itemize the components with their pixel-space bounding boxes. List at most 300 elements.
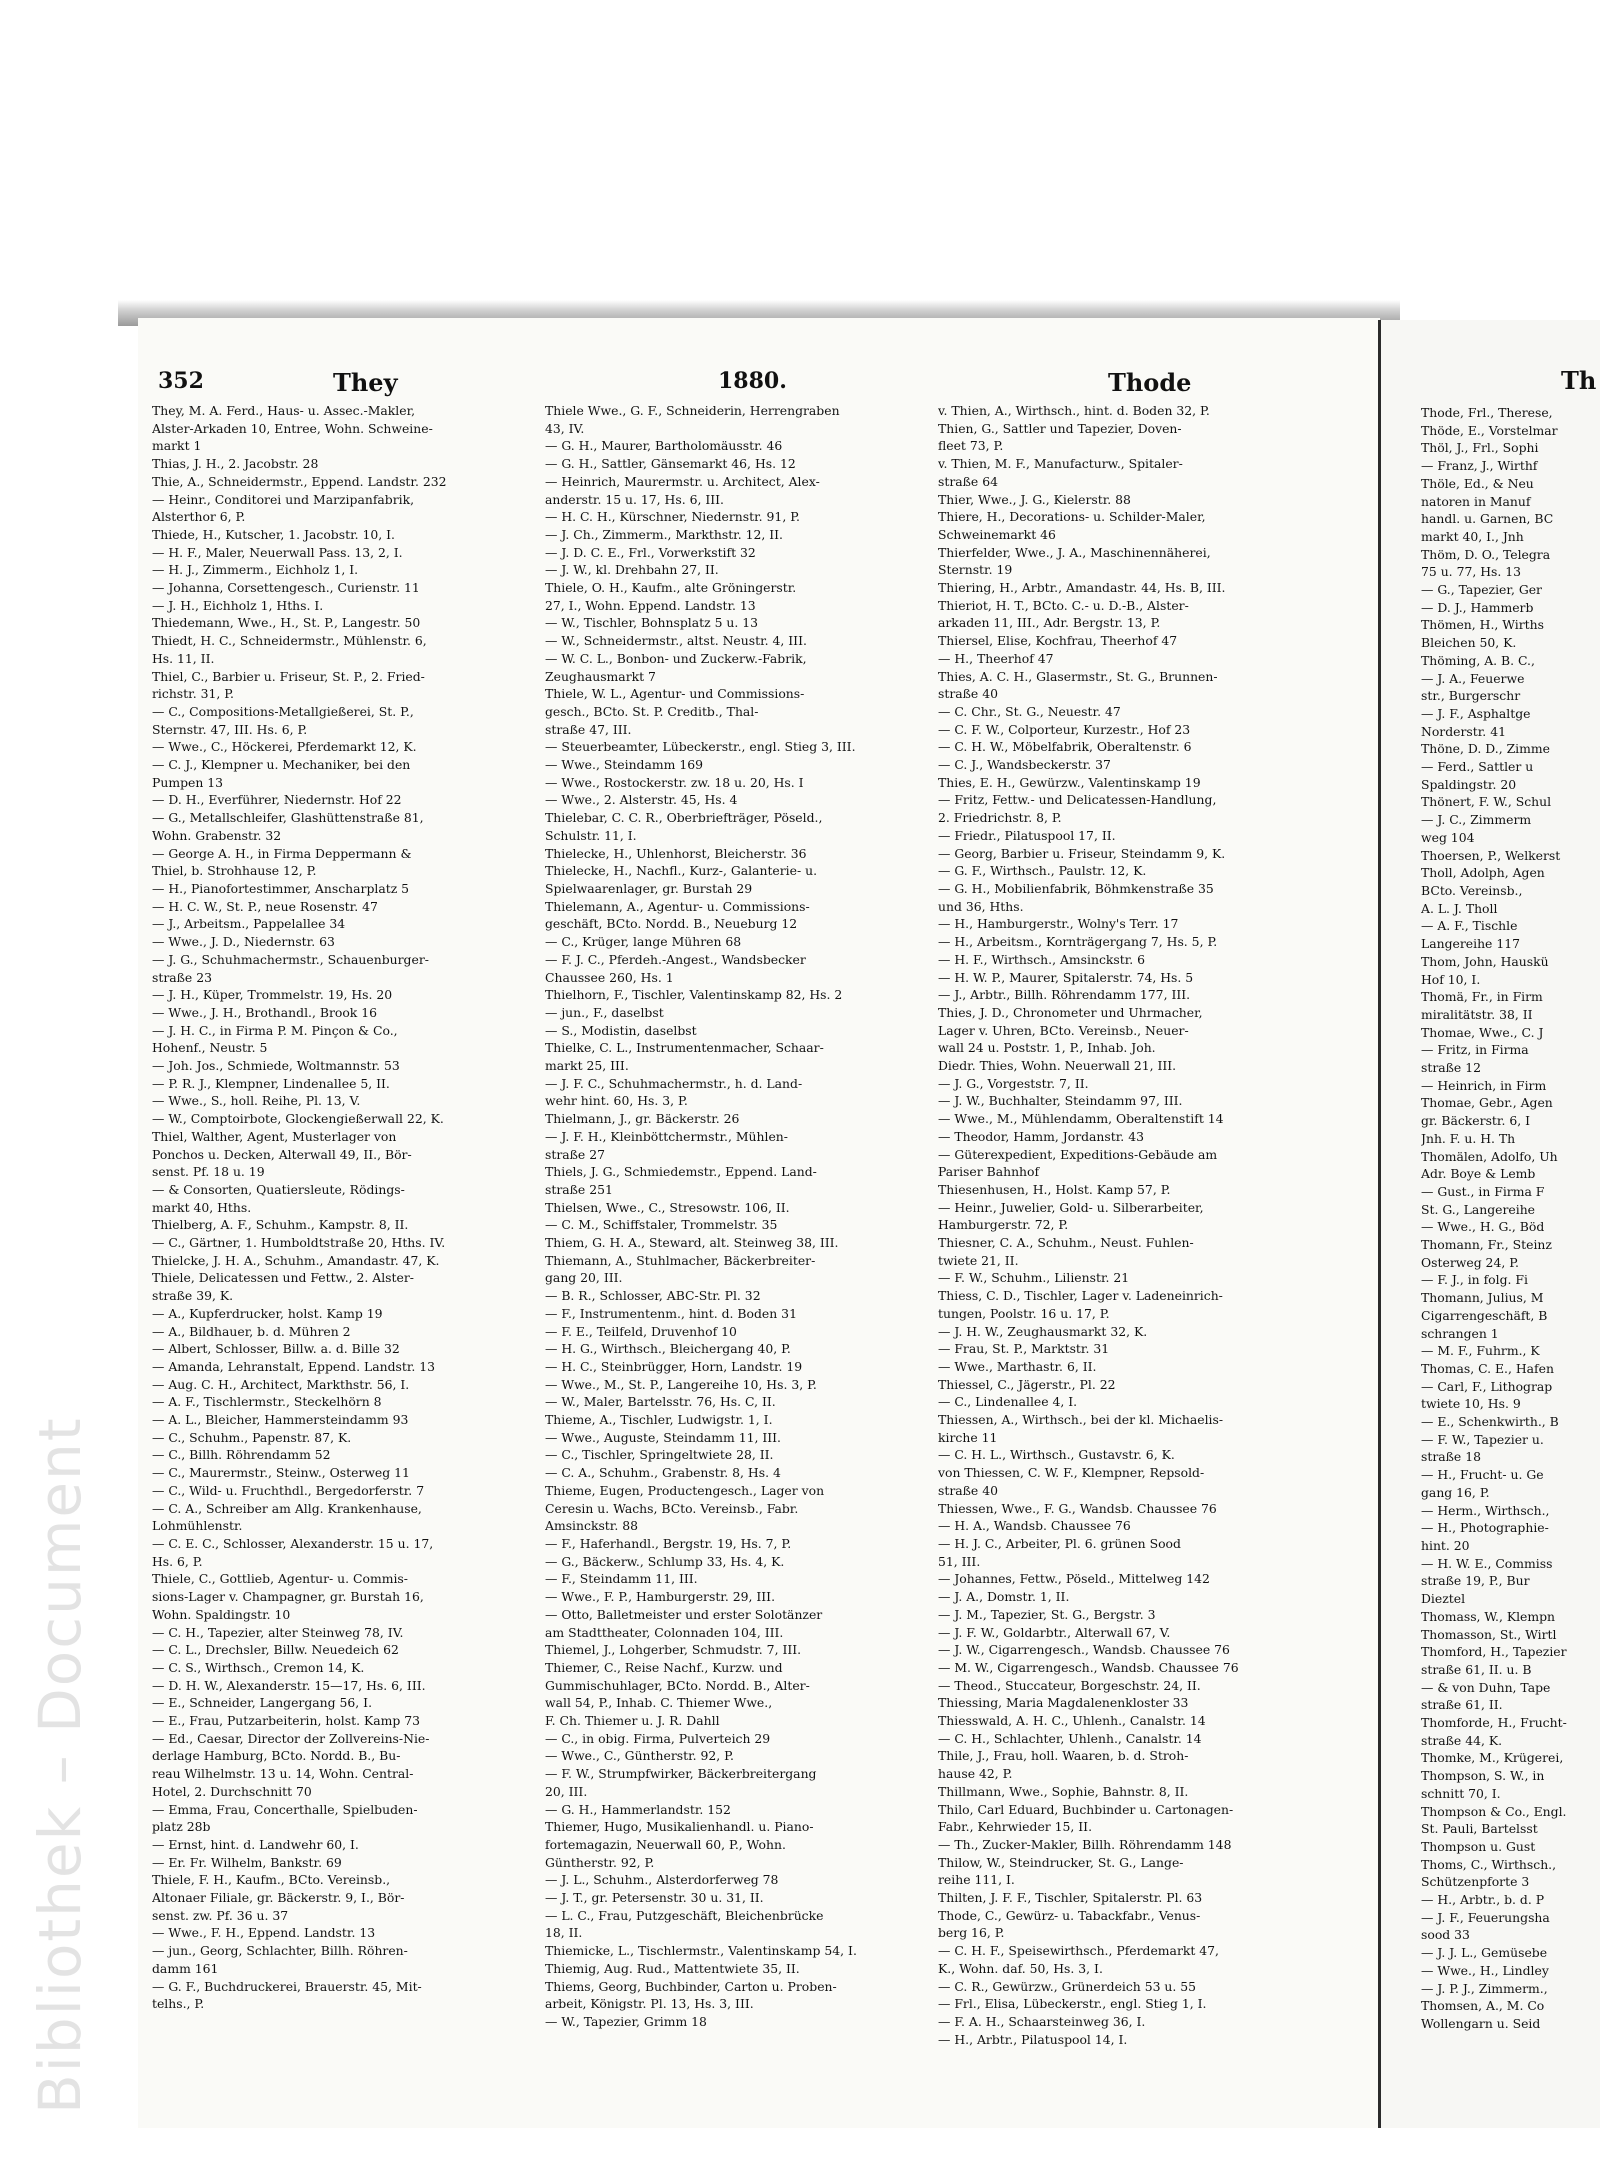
directory-entry: hause 42, P. [938, 1766, 1013, 1782]
directory-entry: — G. H., Maurer, Bartholomäusstr. 46 [545, 438, 783, 454]
directory-entry: — Theodor, Hamm, Jordanstr. 43 [938, 1128, 1144, 1144]
directory-entry: — D. H. W., Alexanderstr. 15—17, Hs. 6, III. [152, 1677, 426, 1693]
directory-entry: Thiesenhusen, H., Holst. Kamp 57, P. [938, 1181, 1171, 1197]
facing-page-header: Th [1561, 366, 1597, 395]
directory-entry: Thillmann, Wwe., Sophie, Bahnstr. 8, II. [938, 1783, 1189, 1799]
directory-entry: — J. T., gr. Petersenstr. 30 u. 31, II. [545, 1890, 764, 1906]
directory-entry: schrangen 1 [1421, 1325, 1499, 1341]
directory-entry: — C. Chr., St. G., Neuestr. 47 [938, 703, 1121, 719]
directory-entry: — M. W., Cigarrengesch., Wandsb. Chaussee 76 [938, 1659, 1239, 1675]
directory-entry: — C. F. W., Colporteur, Kurzestr., Hof 23 [938, 721, 1191, 737]
column-3 [938, 402, 1313, 2048]
column-2 [545, 402, 920, 2031]
directory-entry: Thiel, Walther, Agent, Musterlager von [152, 1128, 397, 1144]
directory-entry: — Ernst, hint. d. Landwehr 60, I. [152, 1836, 359, 1852]
directory-entry: — A. L., Bleicher, Hammersteindamm 93 [152, 1412, 409, 1428]
directory-entry: — Franz, J., Wirthf [1421, 458, 1538, 474]
directory-entry: — Gust., in Firma F [1421, 1183, 1545, 1199]
directory-entry: Thilo, Carl Eduard, Buchbinder u. Cartonagen- [938, 1801, 1234, 1817]
directory-entry: Thomford, H., Tapezier [1421, 1644, 1567, 1660]
directory-entry: Thilten, J. F. F., Tischler, Spitalerstr. Pl. 63 [938, 1890, 1203, 1906]
directory-entry: Thielberg, A. F., Schuhm., Kampstr. 8, II. [152, 1217, 409, 1233]
directory-entry: gang 16, P. [1421, 1484, 1490, 1500]
directory-entry: — G., Tapezier, Ger [1421, 582, 1542, 598]
directory-entry: gang 20, III. [545, 1270, 623, 1286]
directory-entry: straße 12 [1421, 1060, 1481, 1076]
directory-entry: Thies, A. C. H., Glasermstr., St. G., Brunnen- [938, 668, 1218, 684]
directory-entry: — Theod., Stuccateur, Borgeschstr. 24, II. [938, 1677, 1201, 1693]
directory-entry: Thielecke, H., Uhlenhorst, Bleicherstr. 36 [545, 845, 807, 861]
directory-entry: 20, III. [545, 1783, 588, 1799]
directory-entry: Thomälen, Adolfo, Uh [1421, 1148, 1558, 1164]
directory-entry: — H. C., Steinbrügger, Horn, Landstr. 19 [545, 1358, 803, 1374]
directory-entry: — J. Ch., Zimmerm., Markthstr. 12, II. [545, 526, 783, 542]
directory-entry: — C. E. C., Schlosser, Alexanderstr. 15 u. 17, [152, 1536, 434, 1551]
directory-entry: Thiedemann, Wwe., H., St. P., Langestr. 50 [152, 615, 421, 631]
directory-entry: — C., in obig. Firma, Pulverteich 29 [545, 1730, 771, 1746]
directory-entry: Cigarrengeschäft, B [1421, 1307, 1548, 1323]
directory-entry: weg 104 [1421, 829, 1475, 845]
directory-entry: — Wwe., C., Güntherstr. 92, P. [545, 1748, 734, 1764]
directory-entry: Thiesner, C. A., Schuhm., Neust. Fuhlen- [938, 1235, 1194, 1251]
directory-entry: — D. J., Hammerb [1421, 599, 1534, 615]
directory-entry: von Thiessen, C. W. F., Klempner, Repsold- [938, 1465, 1205, 1481]
directory-entry: — C. H. F., Speisewirthsch., Pferdemarkt 47, [938, 1943, 1219, 1959]
directory-entry: Thiele, Delicatessen und Fettw., 2. Alster- [152, 1270, 414, 1286]
directory-entry: Thiems, Georg, Buchbinder, Carton u. Proben- [545, 1978, 837, 1994]
directory-entry: arbeit, Königstr. Pl. 13, Hs. 3, III. [545, 1996, 754, 2012]
directory-entry: straße 23 [152, 969, 212, 985]
directory-entry: Thiel, b. Strohhause 12, P. [152, 863, 317, 879]
directory-entry: straße 27 [545, 1146, 605, 1162]
directory-entry: Thieme, A., Tischler, Ludwigstr. 1, I. [545, 1412, 773, 1428]
directory-entry: kirche 11 [938, 1429, 998, 1445]
directory-entry: Thie, A., Schneidermstr., Eppend. Landstr. 232 [152, 473, 447, 489]
directory-entry: — H., Arbtr., Pilatuspool 14, I. [938, 2031, 1128, 2047]
directory-entry: — H., Theerhof 47 [938, 650, 1054, 666]
directory-entry: — J. A., Feuerwe [1421, 670, 1525, 686]
directory-entry: — Albert, Schlosser, Billw. a. d. Bille 32 [152, 1341, 400, 1357]
directory-entry: twiete 10, Hs. 9 [1421, 1396, 1521, 1412]
directory-entry: — Wwe., Rostockerstr. zw. 18 u. 20, Hs. I [545, 774, 804, 790]
directory-entry: Thomas, C. E., Hafen [1421, 1360, 1554, 1376]
directory-entry: wehr hint. 60, Hs. 3, P. [545, 1093, 688, 1109]
directory-entry: — Wwe., J. D., Niedernstr. 63 [152, 934, 335, 950]
directory-entry: und 36, Hths. [938, 898, 1024, 914]
directory-entry: — F. J. C., Pferdeh.-Angest., Wandsbecker [545, 951, 806, 967]
directory-entry: sions-Lager v. Champagner, gr. Burstah 16, [152, 1589, 424, 1605]
directory-entry: fleet 73, P. [938, 438, 1004, 454]
directory-entry: — J. P. J., Zimmerm., [1421, 1980, 1548, 1996]
directory-entry: — H., Pianofortestimmer, Anscharplatz 5 [152, 880, 410, 896]
directory-entry: — W., Schneidermstr., altst. Neustr. 4, III. [545, 633, 807, 649]
directory-entry: — J. A., Domstr. 1, II. [938, 1589, 1070, 1605]
directory-entry: Thomasson, St., Wirtl [1421, 1626, 1557, 1642]
facing-page [1378, 320, 1600, 2128]
directory-entry: — G. H., Sattler, Gänsemarkt 46, Hs. 12 [545, 456, 796, 472]
directory-entry: Thöl, J., Frl., Sophi [1421, 440, 1539, 456]
directory-entry: Thielke, C. L., Instrumentenmacher, Schaar- [545, 1040, 824, 1056]
directory-entry: Thomae, Wwe., C. J [1421, 1024, 1544, 1040]
directory-entry: — W., Tapezier, Grimm 18 [545, 2013, 707, 2029]
directory-entry: — Heinrich, Maurermstr. u. Architect, Alex- [545, 473, 820, 489]
directory-entry: Hohenf., Neustr. 5 [152, 1040, 268, 1056]
directory-entry: — E., Schenkwirth., B [1421, 1414, 1559, 1430]
directory-entry: schnitt 70, I. [1421, 1785, 1501, 1801]
directory-entry: — Wwe., J. H., Brothandl., Brook 16 [152, 1004, 378, 1020]
directory-entry: — Wwe., C., Höckerei, Pferdemarkt 12, K. [152, 739, 417, 755]
directory-entry: — Wwe., S., holl. Reihe, Pl. 13, V. [152, 1093, 361, 1109]
side-label: Bibliothek – Document [26, 1416, 94, 2114]
directory-entry: Thiering, H., Arbtr., Amandastr. 44, Hs. B, III. [938, 580, 1226, 596]
directory-entry: — W., Comptoirbote, Glockengießerwall 22, K. [152, 1111, 444, 1127]
directory-entry: Thielcke, J. H. A., Schuhm., Amandastr. 47, K. [152, 1252, 440, 1268]
directory-entry: 75 u. 77, Hs. 13 [1421, 564, 1522, 580]
directory-entry: — & von Duhn, Tape [1421, 1679, 1551, 1695]
directory-entry: — G., Metallschleifer, Glashüttenstraße 81, [152, 810, 424, 826]
directory-entry: Thiedt, H. C., Schneidermstr., Mühlenstr. 6, [152, 633, 427, 649]
directory-entry: Adr. Boye & Lemb [1421, 1166, 1536, 1182]
directory-entry: — Güterexpedient, Expeditions-Gebäude am [938, 1146, 1218, 1162]
directory-entry: Thielecke, H., Nachfl., Kurz-, Galanterie- u. [545, 863, 818, 879]
directory-entry: — G., Bäckerw., Schlump 33, Hs. 4, K. [545, 1553, 785, 1569]
directory-entry: straße 40 [938, 1482, 998, 1498]
directory-entry: Thielsen, Wwe., C., Stresowstr. 106, II. [545, 1199, 790, 1215]
directory-entry: derlage Hamburg, BCto. Nordd. B., Bu- [152, 1748, 401, 1764]
directory-entry: Sternstr. 19 [938, 562, 1013, 578]
directory-entry: — C. M., Schiffstaler, Trommelstr. 35 [545, 1217, 778, 1233]
directory-entry: — J. F. W., Goldarbtr., Alterwall 67, V. [938, 1624, 1171, 1640]
directory-entry: — M. F., Fuhrm., K [1421, 1343, 1540, 1359]
directory-entry: — W., Maler, Bartelsstr. 76, Hs. C, II. [545, 1394, 776, 1410]
directory-entry: Thielebar, C. C. R., Oberbriefträger, Pöseld., [545, 810, 823, 826]
directory-entry: Norderstr. 41 [1421, 723, 1506, 739]
directory-entry: straße 47, III. [545, 721, 632, 737]
directory-entry: Gummischuhlager, BCto. Nordd. B., Alter- [545, 1677, 810, 1693]
directory-entry: — C., Wild- u. Fruchthdl., Bergedorferstr. 7 [152, 1482, 425, 1498]
directory-entry: Hamburgerstr. 72, P. [938, 1217, 1069, 1233]
directory-entry: anderstr. 15 u. 17, Hs. 6, III. [545, 491, 724, 507]
directory-entry: Thilow, W., Steindrucker, St. G., Lange- [938, 1854, 1184, 1870]
directory-entry: Thiemicke, L., Tischlermstr., Valentinskamp 54, I. [545, 1943, 857, 1959]
directory-entry: Wollengarn u. Seid [1421, 2015, 1541, 2031]
directory-entry: Thies, E. H., Gewürzw., Valentinskamp 19 [938, 774, 1201, 790]
directory-entry: Hotel, 2. Durchschnitt 70 [152, 1783, 312, 1799]
directory-entry: Thieriot, H. T., BCto. C.- u. D.-B., Alster- [938, 597, 1189, 613]
header-right-word: Thode [1108, 368, 1192, 397]
directory-entry: Thöde, E., Vorstelmar [1421, 422, 1558, 438]
directory-entry: tungen, Poolstr. 16 u. 17, P. [938, 1305, 1110, 1321]
directory-entry: — C., Maurermstr., Steinw., Osterweg 11 [152, 1465, 410, 1481]
directory-entry: BCto. Vereinsb., [1421, 882, 1523, 898]
directory-entry: — C., Schuhm., Papenstr. 87, K. [152, 1429, 352, 1445]
page-header [158, 368, 1368, 398]
directory-entry: senst. Pf. 18 u. 19 [152, 1164, 265, 1180]
directory-entry: Thiess, C. D., Tischler, Lager v. Ladeneinrich- [938, 1288, 1223, 1304]
directory-entry: — Joh. Jos., Schmiede, Woltmannstr. 53 [152, 1058, 400, 1074]
directory-entry: — J. G., Schuhmachermstr., Schauenburger- [152, 951, 429, 967]
directory-entry: reau Wilhelmstr. 13 u. 14, Wohn. Central- [152, 1766, 414, 1782]
directory-entry: straße 44, K. [1421, 1732, 1503, 1748]
directory-page [138, 318, 1380, 2128]
directory-entry: — C. J., Wandsbeckerstr. 37 [938, 757, 1111, 773]
directory-entry: — J. C., Zimmerm [1421, 812, 1532, 828]
directory-entry: telhs., P. [152, 1996, 205, 2012]
directory-entry: — J. F., Asphaltge [1421, 705, 1531, 721]
directory-entry: — Johanna, Corsettengesch., Curienstr. 11 [152, 580, 420, 596]
directory-entry: handl. u. Garnen, BC [1421, 511, 1554, 527]
directory-entry: Thoersen, P., Welkerst [1421, 847, 1561, 863]
directory-entry: — J. H. W., Zeughausmarkt 32, K. [938, 1323, 1148, 1339]
directory-entry: Thier, Wwe., J. G., Kielerstr. 88 [938, 491, 1131, 507]
directory-entry: Lohmühlenstr. [152, 1518, 243, 1534]
directory-entry: Thiere, H., Decorations- u. Schilder-Maler, [938, 509, 1206, 525]
directory-entry: — H. F., Wirthsch., Amsinckstr. 6 [938, 951, 1146, 967]
directory-entry: — C. H. L., Wirthsch., Gustavstr. 6, K. [938, 1447, 1175, 1463]
directory-entry: — Heinr., Juwelier, Gold- u. Silberarbeiter, [938, 1199, 1204, 1215]
directory-entry: Schützenpforte 3 [1421, 1874, 1530, 1890]
directory-entry: — jun., Georg, Schlachter, Billh. Röhren- [152, 1943, 408, 1959]
directory-entry: — J. M., Tapezier, St. G., Bergstr. 3 [938, 1606, 1156, 1622]
directory-entry: — Emma, Frau, Concerthalle, Spielbuden- [152, 1801, 418, 1817]
facing-page-column [1421, 404, 1600, 2033]
directory-entry: — J. F., Feuerungsha [1421, 1909, 1550, 1925]
directory-entry: 43, IV. [545, 420, 585, 436]
directory-entry: — H., Photographie- [1421, 1520, 1549, 1536]
directory-entry: — H., Arbtr., b. d. P [1421, 1892, 1545, 1908]
directory-entry: — Amanda, Lehranstalt, Eppend. Landstr. 13 [152, 1358, 436, 1374]
directory-entry: — Heinrich, in Firm [1421, 1077, 1547, 1093]
directory-entry: — L. C., Frau, Putzgeschäft, Bleichenbrücke [545, 1907, 824, 1923]
directory-entry: — J., Arbeitsm., Pappelallee 34 [152, 916, 346, 932]
directory-entry: Jnh. F. u. H. Th [1421, 1130, 1516, 1146]
directory-entry: Thiele, O. H., Kaufm., alte Gröningerstr. [545, 580, 797, 596]
directory-entry: hint. 20 [1421, 1538, 1470, 1553]
directory-entry: Thom, John, Hauskü [1421, 953, 1549, 969]
directory-entry: — F. W., Schuhm., Lilienstr. 21 [938, 1270, 1130, 1286]
directory-entry: — F. J., in folg. Fi [1421, 1272, 1528, 1288]
directory-entry: — Heinr., Conditorei und Marzipanfabrik, [152, 491, 415, 507]
directory-entry: — Wwe., Marthastr. 6, II. [938, 1358, 1097, 1374]
directory-entry: Thiele, F. H., Kaufm., BCto. Vereinsb., [152, 1872, 391, 1888]
directory-entry: miralitätstr. 38, II [1421, 1006, 1533, 1022]
directory-entry: Thöne, D. D., Zimme [1421, 741, 1550, 757]
directory-entry: Thielhorn, F., Tischler, Valentinskamp 82, Hs. 2 [545, 987, 843, 1003]
directory-entry: — Fritz, in Firma [1421, 1042, 1529, 1058]
directory-entry: — F. W., Tapezier u. [1421, 1431, 1544, 1447]
directory-entry: Thomforde, H., Frucht- [1421, 1715, 1567, 1731]
directory-entry: — H., Arbeitsm., Kornträgergang 7, Hs. 5, P. [938, 934, 1218, 950]
directory-entry: — Wwe., F. H., Eppend. Landstr. 13 [152, 1925, 376, 1941]
directory-entry: — C. A., Schreiber am Allg. Krankenhause, [152, 1500, 422, 1516]
directory-entry: — H., Frucht- u. Ge [1421, 1467, 1544, 1483]
directory-entry: — Wwe., M., Mühlendamm, Oberaltenstift 14 [938, 1111, 1224, 1127]
directory-entry: Schulstr. 11, I. [545, 827, 637, 843]
directory-entry: fortemagazin, Neuerwall 60, P., Wohn. [545, 1836, 786, 1852]
directory-entry: — J. H., Eichholz 1, Hths. I. [152, 597, 324, 613]
directory-entry: Thode, Frl., Therese, [1421, 405, 1553, 420]
directory-entry: straße 40 [938, 686, 998, 702]
directory-entry: — G. F., Wirthsch., Paulstr. 12, K. [938, 863, 1147, 879]
directory-entry: Thöle, Ed., & Neu [1421, 475, 1534, 491]
directory-entry: Tholl, Adolph, Agen [1421, 865, 1545, 881]
directory-entry: K., Wohn. daf. 50, Hs. 3, I. [938, 1960, 1103, 1976]
directory-entry: Thomä, Fr., in Firm [1421, 989, 1543, 1005]
directory-entry: — F. A. H., Schaarsteinweg 36, I. [938, 2013, 1146, 2029]
directory-entry: Hs. 11, II. [152, 650, 215, 666]
directory-entry: — Otto, Balletmeister und erster Solotänzer [545, 1606, 823, 1622]
directory-entry: — C. H., Schlachter, Uhlenh., Canalstr. 14 [938, 1730, 1202, 1746]
directory-entry: — D. H., Everführer, Niedernstr. Hof 22 [152, 792, 402, 808]
directory-entry: straße 39, K. [152, 1288, 234, 1304]
directory-entry: v. Thien, A., Wirthsch., hint. d. Boden 32, P. [938, 403, 1210, 418]
header-left-word: They [333, 368, 398, 397]
directory-entry: — H. C. W., St. P., neue Rosenstr. 47 [152, 898, 378, 914]
directory-entry: Thielemann, A., Agentur- u. Commissions- [545, 898, 810, 914]
directory-entry: — Ferd., Sattler u [1421, 759, 1534, 775]
directory-entry: — G. H., Hammerlandstr. 152 [545, 1801, 731, 1817]
directory-entry: damm 161 [152, 1960, 219, 1976]
directory-entry: — Wwe., H., Lindley [1421, 1962, 1549, 1978]
directory-entry: Thiel, C., Barbier u. Friseur, St. P., 2. Fried- [152, 668, 425, 684]
directory-entry: — P. R. J., Klempner, Lindenallee 5, II. [152, 1075, 390, 1091]
header-year: 1880. [718, 368, 787, 394]
directory-entry: Thiessen, Wwe., F. G., Wandsb. Chaussee 76 [938, 1500, 1217, 1516]
directory-entry: Thiem, G. H. A., Steward, alt. Steinweg 38, III. [545, 1235, 839, 1251]
directory-entry: — A., Bildhauer, b. d. Mühren 2 [152, 1323, 351, 1339]
directory-entry: straße 19, P., Bur [1421, 1573, 1530, 1589]
directory-entry: — George A. H., in Firma Deppermann & [152, 845, 412, 861]
directory-entry: — E., Frau, Putzarbeiterin, holst. Kamp 73 [152, 1713, 421, 1729]
directory-entry: Thiele, C., Gottlieb, Agentur- u. Commis- [152, 1571, 408, 1587]
directory-entry: markt 40, I., Jnh [1421, 528, 1524, 544]
directory-entry: — Wwe., 2. Alsterstr. 45, Hs. 4 [545, 792, 738, 808]
directory-entry: Güntherstr. 92, P. [545, 1854, 655, 1870]
directory-entry: — Carl, F., Lithograp [1421, 1378, 1553, 1394]
directory-entry: — C., Lindenallee 4, I. [938, 1394, 1078, 1410]
directory-entry: Thiessel, C., Jägerstr., Pl. 22 [938, 1376, 1116, 1392]
directory-entry: platz 28b [152, 1819, 211, 1835]
directory-entry: — J. W., kl. Drehbahn 27, II. [545, 562, 719, 578]
directory-entry: — C. R., Gewürzw., Grünerdeich 53 u. 55 [938, 1978, 1197, 1994]
directory-entry: straße 18 [1421, 1449, 1481, 1465]
directory-entry: — J. G., Vorgeststr. 7, II. [938, 1075, 1089, 1091]
directory-entry: — Aug. C. H., Architect, Markthstr. 56, I. [152, 1376, 410, 1392]
directory-entry: Lager v. Uhren, BCto. Vereinsb., Neuer- [938, 1022, 1189, 1038]
directory-entry: Thöm, D. O., Telegra [1421, 546, 1551, 562]
directory-entry: They, M. A. Ferd., Haus- u. Assec.-Makler, [152, 403, 416, 418]
directory-entry: — A. F., Tischlermstr., Steckelhörn 8 [152, 1394, 382, 1410]
directory-entry: — Wwe., Auguste, Steindamm 11, III. [545, 1429, 781, 1445]
directory-entry: arkaden 11, III., Adr. Bergstr. 13, P. [938, 615, 1161, 631]
directory-entry: Thien, G., Sattler und Tapezier, Doven- [938, 420, 1182, 436]
directory-entry: wall 54, P., Inhab. C. Thiemer Wwe., [545, 1695, 773, 1711]
directory-entry: Thömen, H., Wirths [1421, 617, 1544, 633]
directory-entry: Thomke, M., Krügerei, [1421, 1750, 1564, 1766]
directory-entry: — & Consorten, Quatiersleute, Rödings- [152, 1181, 405, 1197]
directory-entry: 2. Friedrichstr. 8, P. [938, 810, 1062, 826]
directory-entry: — W., Tischler, Bohnsplatz 5 u. 13 [545, 615, 759, 631]
directory-entry: — C. S., Wirthsch., Cremon 14, K. [152, 1659, 365, 1675]
directory-entry: Ponchos u. Decken, Alterwall 49, II., Bör- [152, 1146, 412, 1162]
directory-entry: Thiemer, C., Reise Nachf., Kurzw. und [545, 1659, 783, 1675]
directory-entry: Thielmann, J., gr. Bäckerstr. 26 [545, 1111, 740, 1127]
directory-entry: — J. W., Buchhalter, Steindamm 97, III. [938, 1093, 1183, 1109]
directory-entry: Wohn. Grabenstr. 32 [152, 827, 282, 843]
directory-entry: natoren in Manuf [1421, 493, 1531, 509]
directory-entry: — F., Steindamm 11, III. [545, 1571, 698, 1587]
directory-entry: — Johannes, Fettw., Pöseld., Mittelweg 142 [938, 1571, 1210, 1587]
directory-entry: — B. R., Schlosser, ABC-Str. Pl. 32 [545, 1288, 761, 1304]
directory-entry: — H. W. E., Commiss [1421, 1555, 1553, 1571]
directory-entry: wall 24 u. Poststr. 1, P., Inhab. Joh. [938, 1040, 1156, 1056]
directory-entry: — Fritz, Fettw.- und Delicatessen-Handlung, [938, 792, 1217, 808]
directory-entry: — Er. Fr. Wilhelm, Bankstr. 69 [152, 1854, 342, 1870]
directory-entry: straße 64 [938, 473, 998, 489]
directory-entry: Thiemig, Aug. Rud., Mattentwiete 35, II. [545, 1960, 800, 1976]
directory-entry: — G. H., Mobilienfabrik, Böhmkenstraße 35 [938, 880, 1214, 896]
directory-entry: Pumpen 13 [152, 774, 224, 790]
directory-entry: Thies, J. D., Chronometer und Uhrmacher, [938, 1004, 1203, 1020]
directory-entry: Schweinemarkt 46 [938, 526, 1056, 542]
directory-entry: — F. E., Teilfeld, Druvenhof 10 [545, 1323, 737, 1339]
directory-entry: Thode, C., Gewürz- u. Tabackfabr., Venus- [938, 1907, 1201, 1923]
directory-entry: 51, III. [938, 1553, 981, 1569]
directory-entry: Diedr. Thies, Wohn. Neuerwall 21, III. [938, 1058, 1177, 1074]
directory-entry: Thiessen, A., Wirthsch., bei der kl. Michaelis- [938, 1412, 1224, 1428]
directory-entry: Thompson & Co., Engl. [1421, 1803, 1567, 1819]
directory-entry: — Steuerbeamter, Lübeckerstr., engl. Stieg 3, III. [545, 739, 856, 755]
directory-entry: Thönert, F. W., Schul [1421, 794, 1552, 810]
directory-entry: straße 61, II. u. B [1421, 1661, 1532, 1677]
directory-entry: twiete 21, II. [938, 1252, 1019, 1268]
directory-entry: — H. J. C., Arbeiter, Pl. 6. grünen Sood [938, 1536, 1181, 1551]
directory-entry: Thiemel, J., Lohgerber, Schmudstr. 7, III. [545, 1642, 802, 1658]
directory-entry: straße 251 [545, 1181, 613, 1197]
directory-entry: Ceresin u. Wachs, BCto. Vereinsb., Fabr. [545, 1500, 799, 1516]
directory-entry: Hs. 6, P. [152, 1553, 203, 1569]
directory-entry: Fabr., Kehrwieder 15, II. [938, 1819, 1093, 1835]
directory-entry: Thierfelder, Wwe., J. A., Maschinennäherei, [938, 544, 1211, 560]
directory-entry: Pariser Bahnhof [938, 1164, 1040, 1180]
directory-entry: Bleichen 50, K. [1421, 635, 1517, 651]
directory-entry: Thomae, Gebr., Agen [1421, 1095, 1553, 1111]
directory-entry: Thomann, Julius, M [1421, 1290, 1544, 1306]
page-number: 352 [158, 368, 204, 394]
directory-entry: Thiersel, Elise, Kochfrau, Theerhof 47 [938, 633, 1178, 649]
directory-entry: Thiele Wwe., G. F., Schneiderin, Herrengraben [545, 403, 840, 418]
directory-entry: str., Burgerschr [1421, 688, 1521, 704]
directory-entry: Thiemann, A., Stuhlmacher, Bäckerbreiter- [545, 1252, 816, 1268]
directory-entry: — C. H., Tapezier, alter Steinweg 78, IV. [152, 1624, 404, 1640]
directory-entry: — C. A., Schuhm., Grabenstr. 8, Hs. 4 [545, 1465, 781, 1481]
directory-entry: — H. F., Maler, Neuerwall Pass. 13, 2, I. [152, 544, 403, 560]
directory-entry: Sternstr. 47, III. Hs. 6, P. [152, 721, 308, 737]
directory-entry: straße 61, II. [1421, 1697, 1503, 1713]
directory-entry: — A., Kupferdrucker, holst. Kamp 19 [152, 1305, 383, 1321]
directory-entry: — H. J., Zimmerm., Eichholz 1, I. [152, 562, 359, 578]
directory-entry: — J. F. C., Schuhmachermstr., h. d. Land- [545, 1075, 803, 1091]
directory-entry: — Georg, Barbier u. Friseur, Steindamm 9, K. [938, 845, 1226, 861]
directory-entry: markt 40, Hths. [152, 1199, 252, 1215]
directory-entry: — A. F., Tischle [1421, 918, 1518, 934]
directory-entry: senst. zw. Pf. 36 u. 37 [152, 1907, 289, 1923]
directory-entry: — C., Gärtner, 1. Humboldtstraße 20, Hths. IV. [152, 1235, 446, 1251]
directory-entry: Dieztel [1421, 1591, 1466, 1607]
directory-entry: Thiemer, Hugo, Musikalienhandl. u. Piano- [545, 1819, 814, 1835]
directory-entry: — J. D. C. E., Frl., Vorwerkstift 32 [545, 544, 756, 560]
directory-entry: — Frl., Elisa, Lübeckerstr., engl. Stieg 1, I. [938, 1996, 1207, 2012]
